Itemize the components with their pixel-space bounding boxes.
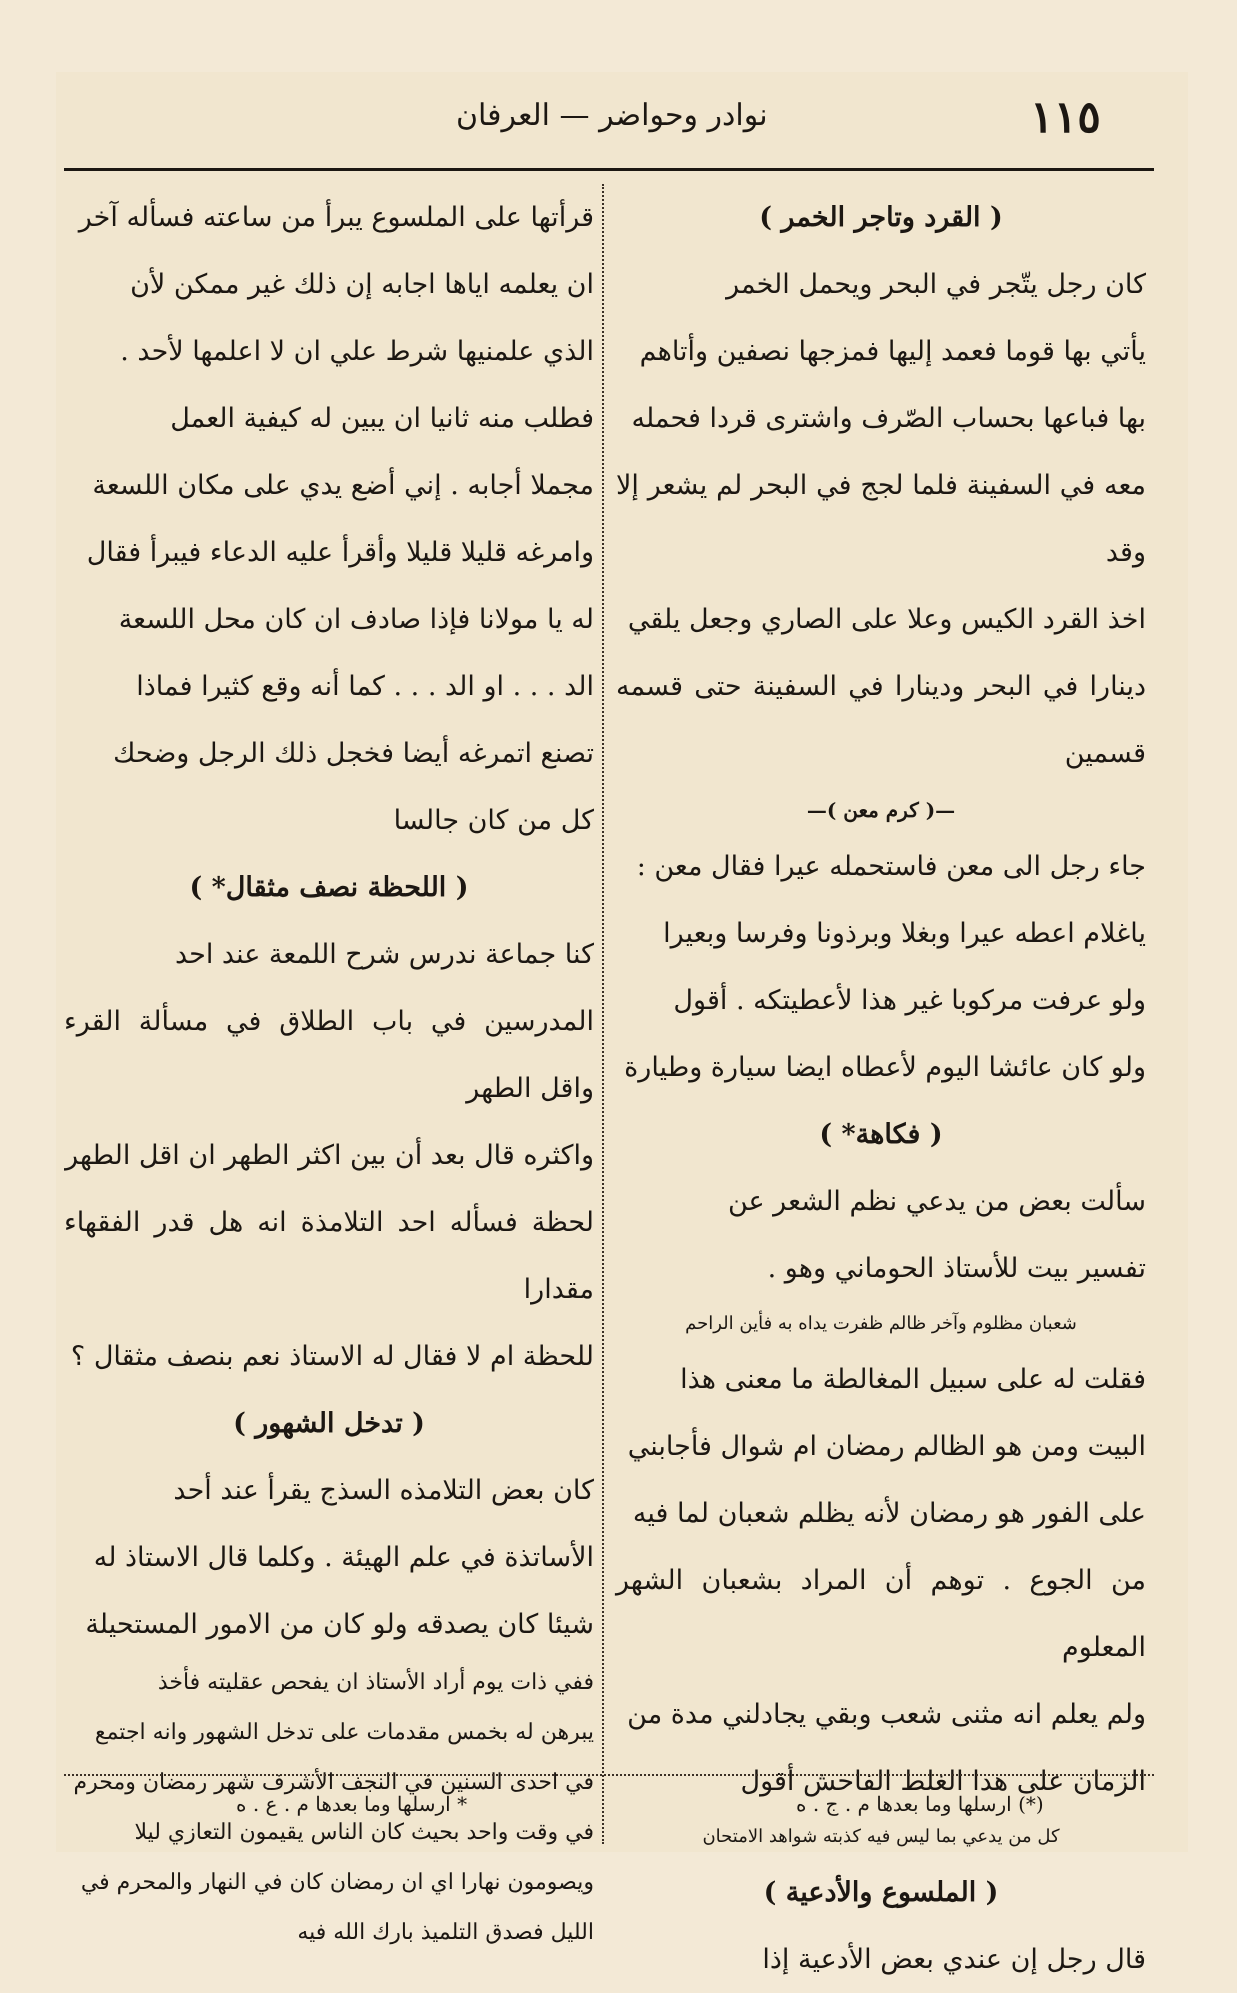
text-line: جاء رجل الى معن فاستحمله عيرا فقال معن : — [636, 851, 1146, 882]
book-page — [56, 72, 1188, 1975]
page-header — [56, 92, 1148, 152]
text-line: اخذ القرد الكيس وعلا على الصاري وجعل يلقي — [627, 604, 1146, 635]
text-line: ولم يعلم انه مثنى شعب وبقي يجادلني مدة من — [627, 1699, 1146, 1730]
text-line: وامرغه قليلا قليلا وأقرأ عليه الدعاء فيبرأ فقال — [86, 537, 594, 568]
running-title: نوادر وحواضر — العرفان — [456, 98, 768, 133]
text-line: الذي علمنيها شرط علي ان لا اعلمها لأحد . — [120, 336, 594, 367]
header-rule — [64, 168, 1154, 171]
text-line: ويصومون نهارا اي ان رمضان كان في النهار والمحرم في — [80, 1870, 594, 1895]
text-line: كان رجل يتّجر في البحر ويحمل الخمر — [726, 269, 1146, 300]
text-line: للحظة ام لا فقال له الاستاذ نعم بنصف مثقال ؟ — [70, 1341, 594, 1372]
text-line: تفسير بيت للأستاذ الحوماني وهو . — [767, 1253, 1146, 1284]
text-line: يأتي بها قوما فعمد إليها فمزجها نصفين وأتاهم — [639, 336, 1146, 367]
footnote-left: * ارسلها وما بعدها م . ع . ه — [236, 1792, 468, 1816]
footnote-rule — [64, 1774, 1154, 1776]
text-line: مجملا أجابه . إني أضع يدي على مكان اللسعة — [92, 470, 594, 501]
text-line: في احدى السنين في النجف الأشرف شهر رمضان ومحرم — [73, 1770, 594, 1795]
section-heading: ( القرد وتاجر الخمر ) — [759, 202, 1003, 233]
text-line: ياغلام اعطه عيرا وبغلا وبرذونا وفرسا وبعيرا — [663, 918, 1146, 949]
text-line: يبرهن له بخمس مقدمات على تدخل الشهور وانه اجتمع — [94, 1720, 594, 1745]
text-line: ففي ذات يوم أراد الأستاذ ان يفحص عقليته فأخذ — [157, 1670, 594, 1695]
text-line: فطلب منه ثانيا ان يبين له كيفية العمل — [170, 403, 594, 434]
text-line: ولو كان عائشا اليوم لأعطاه ايضا سيارة وطيارة — [624, 1052, 1146, 1083]
text-line: ولو عرفت مركوبا غير هذا لأعطيتكه . أقول — [673, 985, 1146, 1016]
text-line: له يا مولانا فإذا صادف ان كان محل اللسعة — [118, 604, 594, 635]
text-line: البيت ومن هو الظالم رمضان ام شوال فأجابني — [627, 1431, 1146, 1462]
text-line: لحظة فسأله احد التلامذة انه هل قدر الفقهاء مقدارا — [64, 1207, 594, 1305]
section-heading: ( فكاهة* ) — [819, 1119, 943, 1150]
text-line: قرأتها على الملسوع يبرأ من ساعته فسأله آخر — [78, 202, 594, 233]
text-line: ان يعلمه اياها اجابه إن ذلك غير ممكن لأن — [130, 269, 594, 300]
text-line: الأساتذة في علم الهيئة . وكلما قال الاستاذ له — [93, 1542, 594, 1573]
text-line: واكثره قال بعد أن بين اكثر الطهر ان اقل الطهر — [65, 1140, 594, 1171]
text-line: سألت بعض من يدعي نظم الشعر عن — [727, 1186, 1146, 1217]
text-line: على الفور هو رمضان لأنه يظلم شعبان لما فيه — [632, 1498, 1146, 1529]
section-heading: ( اللحظة نصف مثقال* ) — [189, 872, 469, 903]
text-line: كان بعض التلامذه السذج يقرأ عند أحد — [173, 1475, 594, 1506]
section-heading: —( كرم معن )— — [806, 798, 956, 822]
text-line: كل من كان جالسا — [393, 805, 594, 836]
text-line: دينارا في البحر ودينارا في السفينة حتى قسمه قسمين — [616, 671, 1146, 769]
section-heading: ( الملسوع والأدعية ) — [763, 1877, 999, 1908]
text-line: كنا جماعة ندرس شرح اللمعة عند احد — [174, 939, 594, 970]
text-line: في وقت واحد بحيث كان الناس يقيمون التعازي ليلا — [134, 1820, 594, 1845]
text-line: معه في السفينة فلما لجج في البحر لم يشعر إلا وقد — [616, 470, 1146, 568]
text-line: الد . . . او الد . . . كما أنه وقع كثيرا فماذا — [136, 671, 594, 702]
text-line: شعبان مظلوم وآخر ظالم ظفرت يداه به فأين الراحم — [685, 1313, 1077, 1334]
text-line: من الجوع . توهم أن المراد بشعبان الشهر المعلوم — [616, 1565, 1146, 1663]
section-heading: ( تدخل الشهور ) — [233, 1408, 425, 1439]
text-line: فقلت له على سبيل المغالطة ما معنى هذا — [680, 1364, 1146, 1395]
text-line: المدرسين في باب الطلاق في مسألة القرء واقل الطهر — [64, 1006, 594, 1104]
column-divider — [602, 184, 604, 1844]
footnote-right: (*) ارسلها وما بعدها م . ج . ه — [796, 1792, 1044, 1816]
text-line: قال رجل إن عندي بعض الأدعية إذا — [762, 1944, 1146, 1975]
page-number: ١١٥ — [1030, 92, 1101, 143]
text-line: تصنع اتمرغه أيضا فخجل ذلك الرجل وضحك — [113, 738, 594, 769]
text-line: شيئا كان يصدقه ولو كان من الامور المستحيلة — [85, 1609, 594, 1640]
text-line: الزمان على هذا الغلط الفاحش أقول — [740, 1766, 1146, 1797]
text-line: بها فباعها بحساب الصّرف واشترى قردا فحمله — [631, 403, 1146, 434]
text-line: كل من يدعي بما ليس فيه كذبته شواهد الامتحان — [702, 1826, 1060, 1847]
text-line: الليل فصدق التلميذ بارك الله فيه — [297, 1920, 594, 1945]
